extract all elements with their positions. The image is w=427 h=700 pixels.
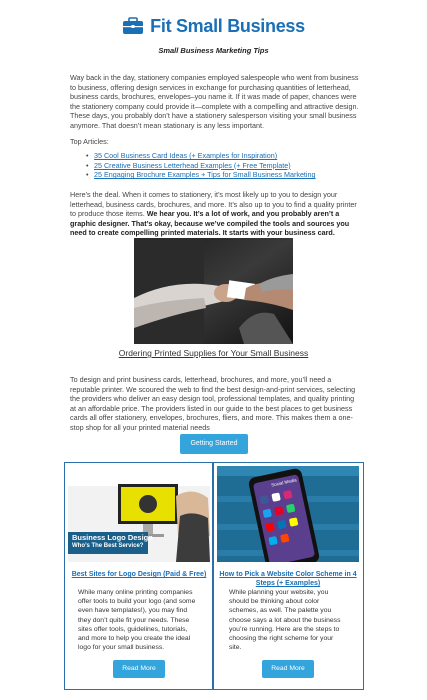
color-scheme-read-more-button[interactable]: Read More [262, 660, 314, 678]
color-scheme-card-image[interactable] [217, 466, 359, 562]
header [0, 12, 427, 40]
color-scheme-card-text: While planning your website, you should be thinking about color schemes, as well. The palette you choose says a lot about the business you’re running. Here are the steps to choosing the right scheme for your site. [229, 589, 341, 652]
card-image-banner-title: Social Media [270, 477, 298, 488]
deal-text: Here’s the deal. When it comes to stationery, it’s most likely up to you to design your letterhead, business cards, brochures, and more. It’s also up to you to find a quality printer to produce those items. [70, 190, 357, 219]
top-articles-list [86, 151, 316, 180]
grid-divider [212, 462, 214, 690]
intro-paragraph: Way back in the day, stationery companies employed salespeople who went from business to business, offering design services in exchange for purchasing quantities of letterhead, business cards, brochures, envelopes–you name it. If it was made of paper, chances were the stationery company could provide it—complete with a compelling and attractive design. These days, you probably don’t have a stationery salesperson visiting your small business anymore. That doesn’t mean stationary is any less important. [70, 73, 359, 130]
logo-design-card-text: While many online printing companies offer tools to build your logo (and some even have templates!), you may find they don’t quite fit your needs. These sites offer tools, guidelines, tutorials, and more to help you create the ideal logo for your small business. [78, 589, 196, 652]
printing-paragraph: To design and print business cards, letterhead, brochures, and more, you’ll need a reputable printer. We scoured the web to find the best design-and-print services, selecting the providers who deliver an easy design tool, professional templates, and quality printing at an affordable price. The providers listed in our guide to the best places to get business cards all offer stationery, envelopes, brochures, fliers, and more. This makes them a one-stop shop for all your printed material needs [70, 375, 356, 432]
color-scheme-card-title[interactable]: How to Pick a Website Color Scheme in 4 Steps (+ Examples) [219, 571, 357, 587]
logo-design-read-more-button[interactable]: Read More [113, 660, 165, 678]
newsletter-subtitle: Small Business Marketing Tips [158, 46, 269, 55]
deal-bold-text: We hear you. It’s a lot of work, and you probably aren’t a graphic designer. That’s okay, because we’ve compiled the tools and sources you need to create compelling printed materials. It starts with your business card. [70, 209, 350, 238]
top-article-link[interactable]: • 35 Cool Business Card Ideas (+ Examples for Inspiration) [86, 151, 316, 161]
logo-design-card-image[interactable] [68, 466, 210, 562]
logo-design-card-title[interactable]: Best Sites for Logo Design (Paid & Free) [71, 571, 207, 578]
top-article-link[interactable]: • 25 Creative Business Letterhead Examples (+ Free Template) [86, 161, 316, 171]
hero-caption-link[interactable]: Ordering Printed Supplies for Your Small Business [118, 348, 309, 358]
top-articles-label: Top Articles: [70, 137, 109, 146]
top-article-link[interactable]: • 25 Engaging Brochure Examples + Tips for Small Business Marketing [86, 170, 316, 180]
getting-started-button[interactable]: Getting Started [180, 434, 248, 454]
hero-image[interactable] [134, 238, 293, 344]
brand-logo[interactable]: Fit Small Business [150, 15, 305, 36]
deal-paragraph [70, 190, 360, 238]
briefcase-icon [122, 17, 144, 35]
card-image-banner-title: Business Logo Design [72, 533, 153, 542]
card-image-banner-subtitle: Who’s The Best Service? [72, 543, 144, 549]
